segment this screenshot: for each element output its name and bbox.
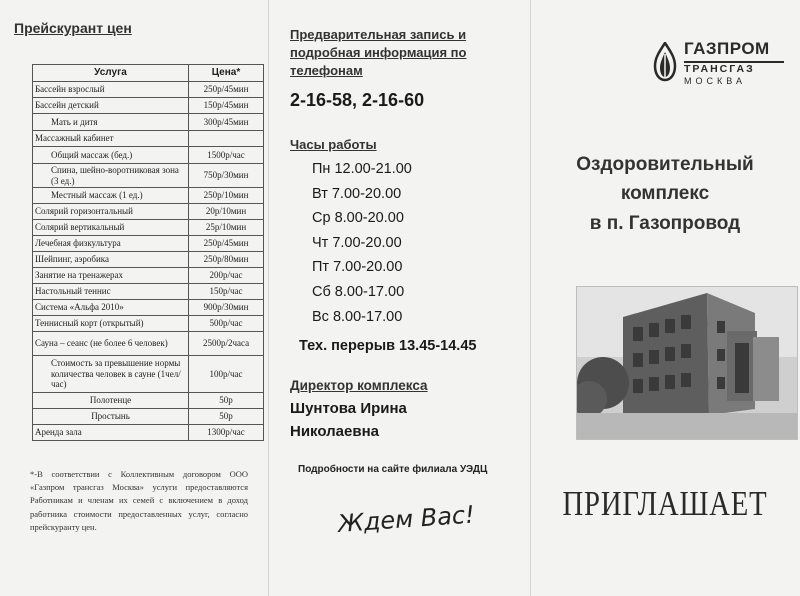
- title-line-2: комплекс: [620, 183, 710, 205]
- logo-city: МОСКВА: [684, 75, 746, 86]
- price-row: [33, 188, 264, 204]
- price-table: [32, 64, 264, 441]
- logo-brand: ГАЗПРОМ: [684, 39, 770, 58]
- price-table-header: [33, 65, 264, 82]
- price-row: [33, 316, 264, 332]
- service-price: 750р/30мин: [189, 164, 264, 188]
- column-header-service: Услуга: [33, 65, 189, 82]
- service-price: 150р/45мин: [189, 98, 264, 114]
- service-price: 250р/45мин: [189, 82, 264, 98]
- service-name: Бассейн взрослый: [33, 82, 189, 98]
- service-price: 250р/45мин: [189, 236, 264, 252]
- service-price: 2500р/2часа: [189, 332, 264, 356]
- price-row: [33, 284, 264, 300]
- service-price: [189, 131, 264, 147]
- service-name: Общий массаж (бед.): [33, 147, 189, 164]
- building-photo: [576, 286, 798, 440]
- price-row: [33, 300, 264, 316]
- price-row: [33, 147, 264, 164]
- price-row: [33, 252, 264, 268]
- service-name: Массажный кабинет: [33, 131, 189, 147]
- hours-heading: Часы работы: [290, 137, 377, 152]
- price-row: [33, 236, 264, 252]
- service-name: Лечебная физкультура: [33, 236, 189, 252]
- director-name-line-1: Шунтова Ирина: [290, 400, 407, 417]
- service-name: Настольный теннис: [33, 284, 189, 300]
- complex-title: [530, 150, 800, 238]
- service-price: 300р/45мин: [189, 114, 264, 131]
- info-panel: [268, 0, 530, 596]
- service-name: Занятие на тренажерах: [33, 268, 189, 284]
- hours-item: Вт 7.00-20.00: [312, 185, 402, 202]
- price-row: [33, 82, 264, 98]
- price-row: [33, 356, 264, 393]
- hours-item: Сб 8.00-17.00: [312, 283, 405, 300]
- director-name-line-2: Николаевна: [290, 422, 379, 440]
- column-header-price: Цена*: [189, 65, 264, 82]
- service-price: 250р/80мин: [189, 252, 264, 268]
- service-price: 25р/10мин: [189, 220, 264, 236]
- service-name: Солярий вертикальный: [33, 220, 189, 236]
- director-heading: Директор комплекса: [290, 378, 428, 393]
- service-name: Сауна – сеанс (не более 6 человек): [33, 332, 189, 356]
- price-row: [33, 98, 264, 114]
- service-name: Теннисный корт (открытый): [33, 316, 189, 332]
- hours-item: Ср 8.00-20.00: [312, 210, 404, 227]
- service-price: 1300р/час: [189, 425, 264, 441]
- price-row: [33, 204, 264, 220]
- director-name: [290, 398, 407, 443]
- service-name: Полотенце: [33, 393, 189, 409]
- price-row: [33, 393, 264, 409]
- invite-text: ПРИГЛАШАЕТ: [562, 484, 768, 523]
- service-price: 150р/час: [189, 284, 264, 300]
- price-list-panel: [0, 0, 268, 596]
- price-list-title: Прейскурант цен: [14, 20, 132, 36]
- hours-item: Вс 8.00-17.00: [312, 308, 403, 325]
- service-name: Местный массаж (1 ед.): [33, 188, 189, 204]
- service-name: Простынь: [33, 409, 189, 425]
- price-row: [33, 425, 264, 441]
- hours-item: Пт 7.00-20.00: [312, 259, 403, 276]
- service-name: Шейпинг, аэробика: [33, 252, 189, 268]
- service-price: 20р/10мин: [189, 204, 264, 220]
- price-row: [33, 409, 264, 425]
- service-name: Солярий горизонтальный: [33, 204, 189, 220]
- service-name: Бассейн детский: [33, 98, 189, 114]
- website-note: Подробности на сайте филиала УЭДЦ: [298, 464, 488, 475]
- price-row: [33, 131, 264, 147]
- welcome-text: Ждем Вас!: [337, 500, 476, 538]
- price-row: [33, 268, 264, 284]
- logo-wordmark: [684, 40, 784, 86]
- title-line-1: Оздоровительный: [576, 154, 754, 175]
- service-price: 1500р/час: [189, 147, 264, 164]
- flame-icon: [650, 42, 680, 82]
- service-price: 50р: [189, 393, 264, 409]
- service-name: Аренда зала: [33, 425, 189, 441]
- booking-heading: Предварительная запись и подробная информация по телефонам: [290, 27, 467, 79]
- service-name: Мать и дитя: [33, 114, 189, 131]
- price-footnote: *-В соответствии с Коллективным договором ООО «Газпром трансгаз Москва» услуги предоставляются Работникам и членам их семей с включением в доход работника стоимости предоставленных услуг, согласно прейскуранту цен.: [30, 469, 248, 532]
- service-name: Система «Альфа 2010»: [33, 300, 189, 316]
- phone-numbers: 2-16-58, 2-16-60: [290, 90, 425, 110]
- service-price: 900р/30мин: [189, 300, 264, 316]
- service-price: 500р/час: [189, 316, 264, 332]
- service-price: 50р: [189, 409, 264, 425]
- price-row: [33, 220, 264, 236]
- hours-item: Чт 7.00-20.00: [312, 234, 402, 251]
- service-price: 100р/час: [189, 356, 264, 393]
- price-row: [33, 164, 264, 188]
- logo-subtitle: ТРАНСГАЗ: [684, 61, 784, 75]
- cover-panel: [530, 0, 800, 596]
- service-name: Спина, шейно-воротниковая зона (3 ед.): [33, 164, 189, 188]
- hours-item: Пн 12.00-21.00: [312, 161, 412, 177]
- technical-break: Тех. перерыв 13.45-14.45: [299, 338, 477, 354]
- price-row: [33, 114, 264, 131]
- hours-list: [312, 157, 412, 329]
- price-row: [33, 332, 264, 356]
- service-name: Стоимость за превышение нормы количества человек в сауне (1чел/час): [33, 356, 189, 393]
- service-price: 250р/10мин: [189, 188, 264, 204]
- service-price: 200р/час: [189, 268, 264, 284]
- title-line-3: в п. Газопровод: [589, 212, 741, 234]
